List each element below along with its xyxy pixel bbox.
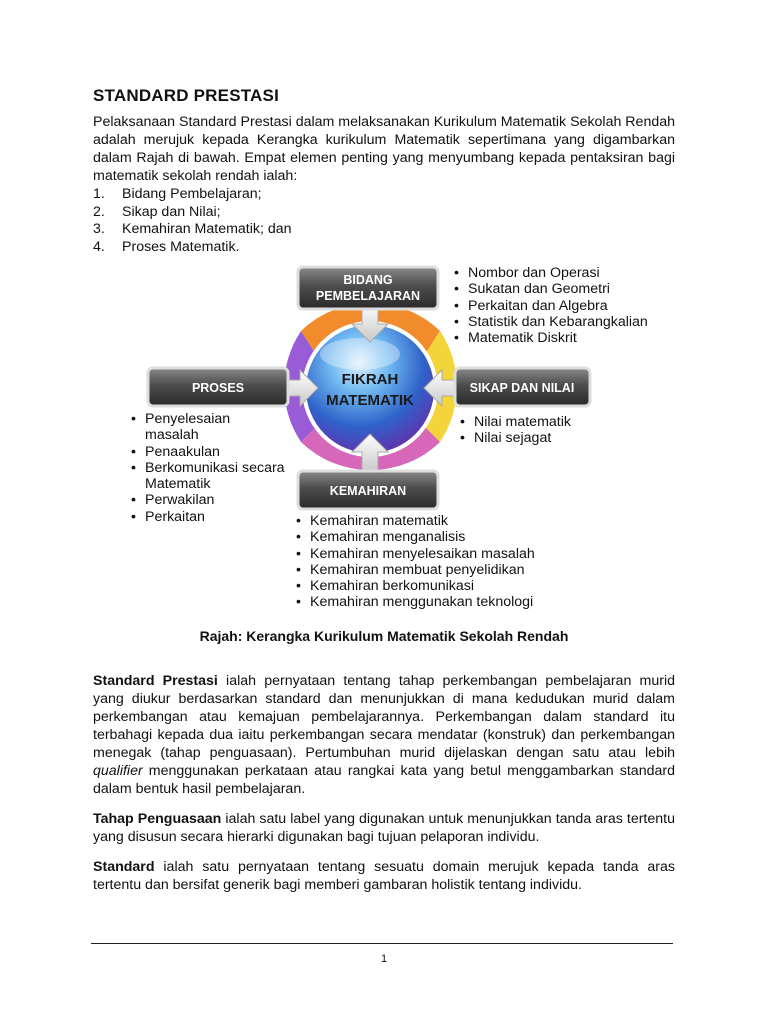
bidang-list (454, 265, 648, 346)
paragraph-standard: Standard ialah satu pernyataan tentang sesuatu domain merujuk kepada tanda aras tertentu dan bersifat generik bagi memberi gambaran holistik tentang individu. (93, 859, 675, 893)
list-item: • Kemahiran menggunakan teknologi (296, 594, 535, 610)
kemahiran-list (296, 513, 535, 611)
paragraph-standard-prestasi: Standard Prestasi ialah pernyataan tentang tahap perkembangan pembelajaran murid yang diukur berdasarkan standard dan menunjukkan di mana kedudukan murid dalam perkembangan atau kemajuan pembelajarannya. Perkembangan dalam standard itu terbahagi kepada dua iaitu perkembangan secara mendatar (konstruk) dan perkembangan menegak (tahap penguasaan). Pertumbuhan murid dijelaskan dengan satu atau lebih qualifier menggunakan perkataan atau rangkai kata yang betul menggambarkan standard dalam bentuk hasil pembelajaran. (93, 673, 675, 797)
page-number: 1 (380, 953, 388, 965)
term-tahap-penguasaan: Tahap Penguasaan (93, 811, 222, 827)
footer-divider (91, 943, 673, 944)
element-list (93, 186, 292, 256)
list-item: • Nilai sejagat (460, 430, 571, 446)
term-qualifier: qualifier (93, 763, 143, 779)
list-item: • Statistik dan Kebarangkalian (454, 314, 648, 330)
proses-list (131, 411, 285, 525)
list-item: 2. Sikap dan Nilai; (93, 203, 221, 220)
figure-caption: Rajah: Kerangka Kurikulum Matematik Sekolah Rendah (199, 628, 569, 644)
box-proses-label: PROSES (191, 381, 245, 395)
box-bidang-label-2: PEMBELAJARAN (315, 289, 421, 303)
box-kemahiran-label: KEMAHIRAN (329, 484, 407, 498)
center-label-2: MATEMATIK (326, 392, 414, 409)
page-title: STANDARD PRESTASI (93, 86, 280, 105)
list-item: 1. Bidang Pembelajaran; (93, 186, 262, 202)
list-item: • Sukatan dan Geometri (454, 281, 648, 297)
framework-graphic (0, 262, 768, 522)
framework-diagram (0, 262, 768, 525)
list-item: 4. Proses Matematik. (93, 238, 240, 255)
list-item: • Berkomunikasi secara (131, 460, 285, 476)
list-item: • Penyelesaian (131, 411, 285, 427)
list-item: • Kemahiran menganalisis (296, 529, 535, 545)
box-sikap-label: SIKAP DAN NILAI (469, 381, 575, 395)
list-item: • Penaakulan (131, 444, 285, 460)
sikap-list (460, 414, 571, 447)
list-item: • Perwakilan (131, 492, 285, 508)
list-item: • Nombor dan Operasi (454, 265, 648, 281)
center-label-1: FIKRAH (341, 371, 399, 388)
list-item: • Matematik Diskrit (454, 330, 648, 346)
list-item-continued: Matematik (145, 476, 211, 493)
term-standard: Standard (93, 859, 155, 875)
list-item: • Kemahiran berkomunikasi (296, 578, 535, 594)
list-item: • Perkaitan (131, 509, 285, 525)
list-item: • Kemahiran matematik (296, 513, 535, 529)
box-bidang-label-1: BIDANG (343, 273, 393, 287)
list-item: 3. Kemahiran Matematik; dan (93, 221, 292, 237)
intro-paragraph: Pelaksanaan Standard Prestasi dalam melaksanakan Kurikulum Matematik Sekolah Rendah adalah merujuk kepada Kerangka kurikulum Matematik sepertimana yang digambarkan dalam Rajah di bawah. Empat elemen penting yang menyumbang kepada pentaksiran bagi matematik sekolah rendah ialah: (93, 114, 676, 184)
list-item: • Nilai matematik (460, 414, 571, 430)
list-item-continued: masalah (145, 427, 199, 444)
list-item: • Perkaitan dan Algebra (454, 298, 648, 314)
term-standard-prestasi: Standard Prestasi (93, 673, 218, 689)
list-item: • Kemahiran menyelesaikan masalah (296, 546, 535, 562)
list-item: • Kemahiran membuat penyelidikan (296, 562, 535, 578)
paragraph-tahap-penguasaan: Tahap Penguasaan ialah satu label yang digunakan untuk menunjukkan tanda aras tertentu yang disusun secara hierarki digunakan bagi tujuan pelaporan individu. (93, 811, 675, 845)
